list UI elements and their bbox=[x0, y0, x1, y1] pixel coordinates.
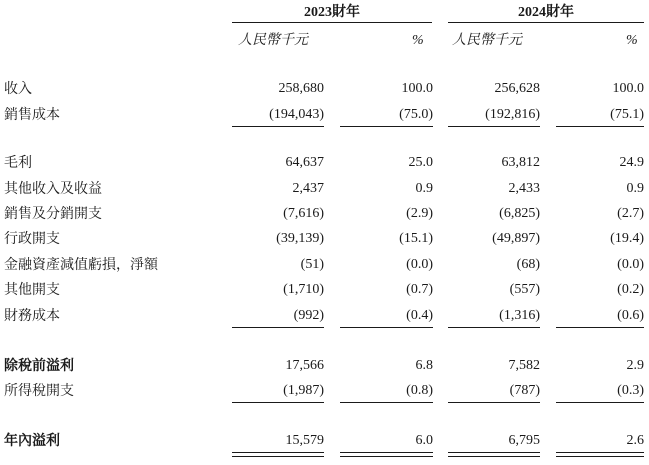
year-header-2024: 2024財年 bbox=[448, 4, 644, 23]
pct-2024: (75.1) bbox=[610, 107, 644, 122]
value-2023: (194,043) bbox=[269, 107, 324, 122]
pct-2024: 2.9 bbox=[626, 358, 644, 373]
subtotal-rule bbox=[232, 126, 324, 127]
value-2024: (68) bbox=[516, 257, 540, 272]
row-label: 收入 bbox=[4, 81, 32, 97]
row-label: 所得稅開支 bbox=[4, 383, 74, 399]
pct-2023: 6.0 bbox=[415, 433, 433, 448]
subtotal-rule bbox=[556, 327, 644, 328]
value-2024: (192,816) bbox=[485, 107, 540, 122]
table-row bbox=[0, 355, 649, 377]
subtotal-rule bbox=[448, 327, 540, 328]
pct-2023: (0.4) bbox=[406, 308, 433, 323]
value-2023: 2,437 bbox=[292, 181, 324, 196]
pct-2024: (0.3) bbox=[617, 383, 644, 398]
pct-2023: (0.0) bbox=[406, 257, 433, 272]
value-2023: (39,139) bbox=[276, 231, 324, 246]
table-row bbox=[0, 228, 649, 250]
table-row bbox=[0, 254, 649, 276]
row-label: 毛利 bbox=[4, 155, 32, 171]
pct-2023: (0.7) bbox=[406, 282, 433, 297]
row-label: 除稅前溢利 bbox=[4, 358, 74, 374]
value-2023: 64,637 bbox=[285, 155, 324, 170]
value-2024: 256,628 bbox=[494, 81, 540, 96]
pct-2024: (2.7) bbox=[617, 206, 644, 221]
pct-2023: (2.9) bbox=[406, 206, 433, 221]
row-label: 金融資產減值虧損，淨額 bbox=[4, 257, 158, 273]
table-row bbox=[0, 178, 649, 200]
subtotal-rule bbox=[556, 402, 644, 403]
pct-2023: 25.0 bbox=[408, 155, 433, 170]
subtotal-rule bbox=[340, 327, 433, 328]
pct-2024: 100.0 bbox=[612, 81, 644, 96]
value-2023: (51) bbox=[300, 257, 324, 272]
row-label: 行政開支 bbox=[4, 231, 60, 247]
table-row bbox=[0, 305, 649, 327]
pct-2024: (19.4) bbox=[610, 231, 644, 246]
pct-2023: 6.8 bbox=[415, 358, 433, 373]
pct-2024: (0.6) bbox=[617, 308, 644, 323]
value-2023: 17,566 bbox=[285, 358, 324, 373]
subtotal-rule bbox=[340, 126, 433, 127]
value-2023: (7,616) bbox=[283, 206, 324, 221]
row-label: 年內溢利 bbox=[4, 433, 60, 449]
table-row bbox=[0, 430, 649, 452]
value-2024: (6,825) bbox=[499, 206, 540, 221]
value-2023: 258,680 bbox=[278, 81, 324, 96]
subtotal-rule bbox=[232, 327, 324, 328]
subtotal-rule bbox=[448, 126, 540, 127]
value-2024: (1,316) bbox=[499, 308, 540, 323]
pct-2023: (0.8) bbox=[406, 383, 433, 398]
year-header-2023: 2023財年 bbox=[232, 4, 432, 23]
pct-2023: 100.0 bbox=[401, 81, 433, 96]
pct-2024: (0.0) bbox=[617, 257, 644, 272]
total-double-rule bbox=[340, 452, 433, 457]
table-row bbox=[0, 104, 649, 126]
unit-rmb-2024: 人民幣千元 bbox=[452, 33, 522, 48]
total-double-rule bbox=[448, 452, 540, 457]
value-2024: 7,582 bbox=[508, 358, 540, 373]
pct-2023: 0.9 bbox=[415, 181, 433, 196]
value-2023: (992) bbox=[293, 308, 324, 323]
table-row bbox=[0, 279, 649, 301]
row-label: 其他開支 bbox=[4, 282, 60, 298]
pct-2024: 24.9 bbox=[619, 155, 644, 170]
table-row bbox=[0, 203, 649, 225]
unit-pct-2024: % bbox=[626, 33, 638, 48]
subtotal-rule bbox=[340, 402, 433, 403]
value-2024: (557) bbox=[509, 282, 540, 297]
subtotal-rule bbox=[232, 402, 324, 403]
table-row bbox=[0, 78, 649, 100]
pct-2024: 0.9 bbox=[626, 181, 644, 196]
row-label: 其他收入及收益 bbox=[4, 181, 102, 197]
value-2024: (787) bbox=[509, 383, 540, 398]
unit-rmb-2023: 人民幣千元 bbox=[238, 33, 308, 48]
value-2024: (49,897) bbox=[492, 231, 540, 246]
value-2024: 63,812 bbox=[501, 155, 540, 170]
total-double-rule bbox=[232, 452, 324, 457]
unit-pct-2023: % bbox=[412, 33, 424, 48]
value-2024: 2,433 bbox=[508, 181, 540, 196]
table-row bbox=[0, 380, 649, 402]
pct-2024: 2.6 bbox=[626, 433, 644, 448]
subtotal-rule bbox=[556, 126, 644, 127]
row-label: 銷售成本 bbox=[4, 107, 60, 123]
table-row bbox=[0, 152, 649, 174]
total-double-rule bbox=[556, 452, 644, 457]
subtotal-rule bbox=[448, 402, 540, 403]
pct-2023: (15.1) bbox=[399, 231, 433, 246]
row-label: 財務成本 bbox=[4, 308, 60, 324]
value-2024: 6,795 bbox=[508, 433, 540, 448]
value-2023: (1,710) bbox=[283, 282, 324, 297]
value-2023: 15,579 bbox=[285, 433, 324, 448]
pct-2023: (75.0) bbox=[399, 107, 433, 122]
value-2023: (1,987) bbox=[283, 383, 324, 398]
row-label: 銷售及分銷開支 bbox=[4, 206, 102, 222]
pct-2024: (0.2) bbox=[617, 282, 644, 297]
